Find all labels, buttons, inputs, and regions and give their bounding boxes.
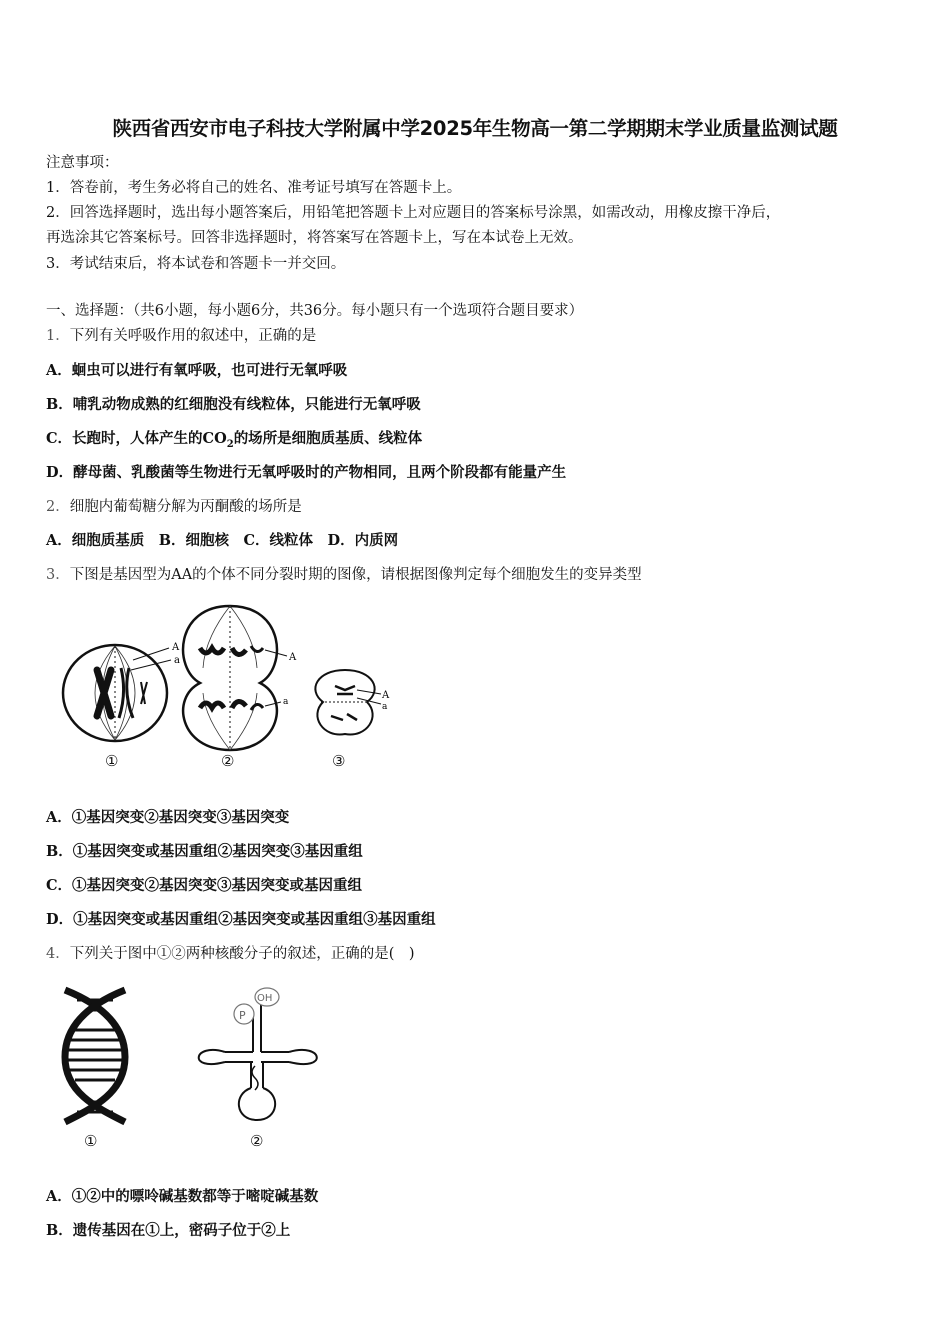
gene-label: a [283,697,289,707]
question-1 [46,326,316,346]
q3-option-b: B．①基因突变或基因重组②基因突变③基因重组 [46,843,363,860]
q3-option-c: C．①基因突变②基因突变③基因突变或基因重组 [46,877,363,894]
nucleic-acid-figure [55,982,345,1132]
cell-division-figure [55,598,400,778]
trna-oh-label: OH [257,993,273,1004]
question-number: 3． [46,567,70,583]
q3-option-d: D．①基因突变或基因重组②基因突变或基因重组③基因重组 [46,911,436,928]
subscript: 2 [226,438,234,450]
gene-label: A [172,642,180,653]
exam-title: 陕西省西安市电子科技大学附属中学2025年生物高一第二学期期末学业质量监测试题 [112,117,838,140]
figure-label: ② [250,1132,264,1150]
dna-double-helix-image [65,990,125,1122]
question-stem: 细胞内葡萄糖分解为丙酮酸的场所是 [69,499,302,515]
notice-item-2a: 2．回答选择题时，选出每小题答案后，用铅笔把答题卡上对应题目的答案标号涂黑，如需改动，用橡皮擦干净后， [46,205,781,221]
question-stem: 下图是基因型为AA的个体不同分裂时期的图像，请根据图像判定每个细胞发生的变异类型 [69,567,642,583]
cell-3-image [315,670,381,734]
q1-option-c [46,429,422,455]
question-2 [46,497,302,517]
option-text: C．长跑时，人体产生的CO [46,430,227,447]
question-number: 4． [46,946,70,962]
gene-label: a [382,702,388,712]
cell-1-image [63,645,171,741]
question-3 [46,565,642,585]
q1-option-d: D．酵母菌、乳酸菌等生物进行无氧呼吸时的产物相同，且两个阶段都有能量产生 [46,464,567,481]
gene-label: A [289,652,297,663]
option-text: 的场所是细胞质基质、线粒体 [233,430,423,447]
question-4 [46,944,415,964]
question-number: 2． [46,499,70,515]
q4-option-a: A．①②中的嘌呤碱基数都等于嘧啶碱基数 [46,1188,319,1205]
cell-2-image [183,606,287,750]
q4-option-b: B．遗传基因在①上，密码子位于②上 [46,1222,291,1239]
gene-label: A [382,690,390,701]
question-stem: 下列有关呼吸作用的叙述中，正确的是 [69,328,317,344]
section-heading: 一、选择题：（共6小题，每小题6分，共36分。每小题只有一个选项符合题目要求） [46,303,584,319]
figure-label: ① [84,1132,98,1150]
figure-label: ③ [332,752,346,770]
figure-label: ① [105,752,119,770]
notice-heading: 注意事项： [46,155,119,171]
trna-cloverleaf-image [199,1004,317,1120]
gene-label: a [174,655,180,666]
notice-item-3: 3．考试结束后，将本试卷和答题卡一并交回。 [46,256,346,272]
q1-option-b: B．哺乳动物成熟的红细胞没有线粒体，只能进行无氧呼吸 [46,396,421,413]
q3-option-a: A．①基因突变②基因突变③基因突变 [46,809,290,826]
question-number: 1． [46,328,70,344]
question-stem: 下列关于图中①②两种核酸分子的叙述，正确的是( ) [69,946,415,962]
trna-p-label: P [239,1009,246,1022]
q2-options: A．细胞质基质 B．细胞核 C．线粒体 D．内质网 [46,532,399,549]
notice-item-1: 1．答卷前，考生务必将自己的姓名、准考证号填写在答题卡上。 [46,180,462,196]
figure-label: ② [221,752,235,770]
notice-item-2b: 再选涂其它答案标号。回答非选择题时，将答案写在答题卡上，写在本试卷上无效。 [46,230,583,246]
q1-option-a: A．蛔虫可以进行有氧呼吸，也可进行无氧呼吸 [46,362,348,379]
